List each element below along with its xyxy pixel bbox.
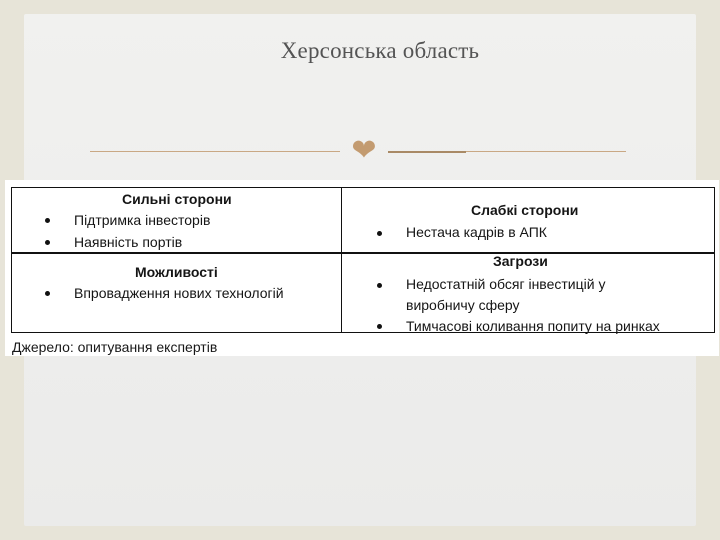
threats-item-text: Тимчасові коливання попиту на ринках bbox=[406, 318, 660, 334]
bullet-icon bbox=[45, 240, 50, 245]
strengths-item-text: Підтримка інвесторів bbox=[74, 212, 211, 228]
threats-item bbox=[406, 316, 660, 337]
strengths-heading: Сильні сторони bbox=[122, 191, 232, 207]
threats-cell bbox=[342, 254, 714, 332]
bullet-icon bbox=[377, 283, 382, 288]
strengths-item bbox=[74, 210, 210, 231]
swot-table-container bbox=[5, 180, 719, 356]
strengths-item bbox=[74, 232, 182, 253]
bullet-icon bbox=[45, 218, 50, 223]
weaknesses-heading: Слабкі сторони bbox=[471, 202, 579, 218]
bullet-icon bbox=[377, 324, 382, 329]
threats-item-text: виробничу сферу bbox=[406, 297, 520, 313]
opportunities-item-text: Впровадження нових технологій bbox=[74, 285, 284, 301]
strengths-item-text: Наявність портів bbox=[74, 234, 183, 250]
source-note: Джерело: опитування експертів bbox=[12, 339, 218, 355]
swot-table bbox=[11, 187, 715, 333]
opportunities-cell bbox=[12, 254, 341, 332]
threats-heading: Загрози bbox=[493, 253, 548, 269]
slide-title: Херсонська область bbox=[280, 38, 480, 63]
threats-item-text: Недостатній обсяг інвестицій у bbox=[406, 276, 606, 292]
strengths-cell bbox=[12, 188, 341, 252]
threats-item bbox=[406, 274, 605, 295]
opportunities-item bbox=[74, 283, 284, 304]
weaknesses-cell bbox=[342, 188, 714, 252]
threats-item-continuation bbox=[406, 295, 520, 316]
bullet-icon bbox=[45, 291, 50, 296]
bullet-icon bbox=[377, 231, 382, 236]
weaknesses-item-text: Нестача кадрів в АПК bbox=[406, 224, 547, 240]
opportunities-heading: Можливості bbox=[135, 264, 218, 280]
weaknesses-item bbox=[406, 222, 547, 243]
title-divider-accent bbox=[388, 151, 466, 153]
scroll-ornament-icon: ❤ bbox=[351, 133, 377, 168]
title-divider-left bbox=[90, 151, 340, 152]
